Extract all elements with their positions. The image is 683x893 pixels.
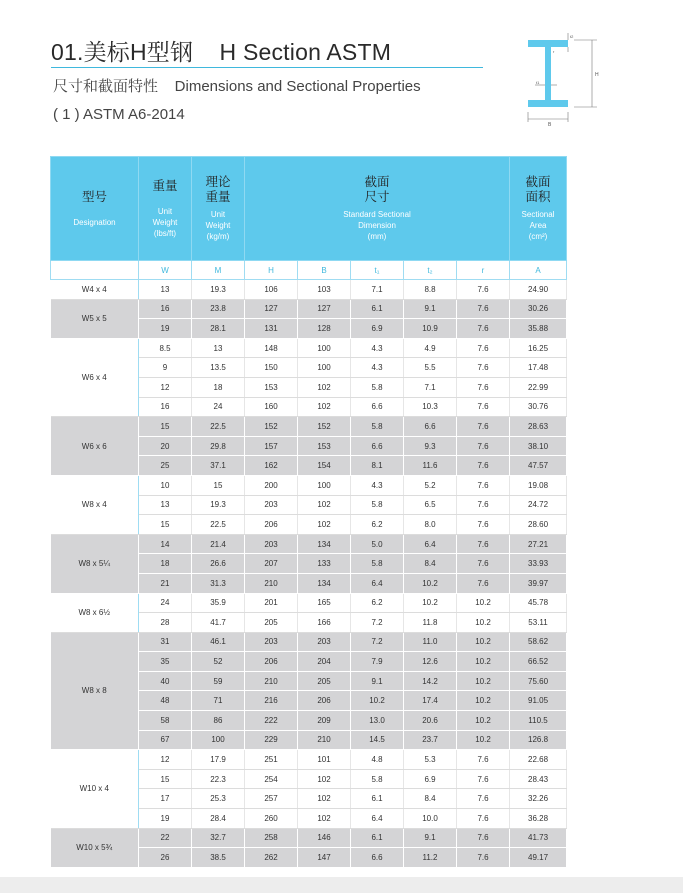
header-en: Standard Sectional Dimension (mm) [343, 210, 411, 241]
table-cell: 28.1 [192, 319, 245, 339]
table-cell: 7.6 [457, 573, 510, 593]
table-cell: 152 [298, 417, 351, 437]
table-cell: 106 [245, 280, 298, 300]
table-cell: 206 [245, 515, 298, 535]
table-cell: 134 [298, 534, 351, 554]
table-cell: 10.2 [457, 711, 510, 731]
table-cell: 100 [298, 475, 351, 495]
table-cell: 102 [298, 495, 351, 515]
symbol-cell: t₂ [404, 261, 457, 280]
table-cell: 128 [298, 319, 351, 339]
table-cell: 216 [245, 691, 298, 711]
table-cell: 21 [139, 573, 192, 593]
table-cell: 7.6 [457, 534, 510, 554]
table-cell: 47.57 [510, 456, 567, 476]
table-cell: 38.5 [192, 848, 245, 868]
table-cell: 20 [139, 436, 192, 456]
header-dimension [245, 157, 510, 261]
page-footer-band [0, 877, 683, 893]
table-cell: 5.2 [404, 475, 457, 495]
table-cell: 45.78 [510, 593, 567, 613]
table-cell: 8.4 [404, 554, 457, 574]
table-cell: 100 [192, 730, 245, 750]
table-cell: 110.5 [510, 711, 567, 731]
table-cell: 13 [192, 338, 245, 358]
table-cell: 6.2 [351, 593, 404, 613]
table-cell: 30.26 [510, 299, 567, 319]
table-cell: 7.6 [457, 377, 510, 397]
table-cell: 22.3 [192, 769, 245, 789]
table-cell: 11.8 [404, 613, 457, 633]
table-cell: 100 [298, 358, 351, 378]
table-cell: 17 [139, 789, 192, 809]
table-cell: 12 [139, 377, 192, 397]
table-cell: 209 [298, 711, 351, 731]
table-cell: 26.6 [192, 554, 245, 574]
table-cell: 7.6 [457, 338, 510, 358]
table-cell: 24.72 [510, 495, 567, 515]
table-cell: 8.0 [404, 515, 457, 535]
table-row [51, 475, 567, 495]
table-cell: 38.10 [510, 436, 567, 456]
header-en: Sectional Area (cm²) [521, 210, 555, 241]
table-cell: 59 [192, 671, 245, 691]
table-cell: 13.0 [351, 711, 404, 731]
table-cell: 203 [245, 495, 298, 515]
table-cell: 33.93 [510, 554, 567, 574]
table-cell: 9.1 [404, 828, 457, 848]
table-cell: 13 [139, 495, 192, 515]
table-row [51, 632, 567, 652]
table-cell: 19 [139, 809, 192, 829]
table-cell: 22 [139, 828, 192, 848]
label-r: r [553, 49, 555, 54]
table-cell: 7.6 [457, 417, 510, 437]
table-cell: 32.26 [510, 789, 567, 809]
table-cell: 8.1 [351, 456, 404, 476]
table-cell: 133 [298, 554, 351, 574]
table-cell: 7.6 [457, 319, 510, 339]
table-cell: 91.05 [510, 691, 567, 711]
table-cell: 6.1 [351, 299, 404, 319]
table-cell: 251 [245, 750, 298, 770]
table-cell: 17.4 [404, 691, 457, 711]
table-cell: 7.6 [457, 475, 510, 495]
standard-label: ( 1 ) ASTM A6-2014 [53, 106, 185, 123]
table-cell: 53.11 [510, 613, 567, 633]
designation-cell: W10 x 4 [51, 750, 139, 828]
table-cell: 28 [139, 613, 192, 633]
symbol-cell: B [298, 261, 351, 280]
table-cell: 25.3 [192, 789, 245, 809]
header-cn: 截面 面积 [525, 175, 551, 204]
designation-cell: W8 x 4 [51, 475, 139, 534]
table-cell: 71 [192, 691, 245, 711]
table-cell: 201 [245, 593, 298, 613]
table-cell: 203 [298, 632, 351, 652]
table-cell: 86 [192, 711, 245, 731]
table-cell: 15 [139, 769, 192, 789]
table-cell: 6.6 [404, 417, 457, 437]
table-cell: 19.08 [510, 475, 567, 495]
table-cell: 134 [298, 573, 351, 593]
header-cn: 截面 尺寸 [364, 175, 390, 204]
table-cell: 257 [245, 789, 298, 809]
label-t2: t2 [570, 34, 574, 39]
label-b: B [548, 122, 552, 128]
table-cell: 258 [245, 828, 298, 848]
table-cell: 148 [245, 338, 298, 358]
designation-cell: W5 x 5 [51, 299, 139, 338]
table-cell: 31 [139, 632, 192, 652]
table-cell: 152 [245, 417, 298, 437]
table-cell: 7.6 [457, 750, 510, 770]
table-cell: 8.4 [404, 789, 457, 809]
header-cn: 理论 重量 [205, 175, 231, 204]
table-cell: 28.63 [510, 417, 567, 437]
table-cell: 11.0 [404, 632, 457, 652]
symbol-cell: H [245, 261, 298, 280]
table-cell: 203 [245, 534, 298, 554]
table-cell: 205 [298, 671, 351, 691]
table-cell: 13.5 [192, 358, 245, 378]
table-cell: 10.2 [457, 671, 510, 691]
section-subtitle: 尺寸和截面特性 Dimensions and Sectional Properties [53, 78, 421, 95]
table-cell: 19.3 [192, 280, 245, 300]
table-cell: 46.1 [192, 632, 245, 652]
table-cell: 41.7 [192, 613, 245, 633]
table-cell: 4.3 [351, 475, 404, 495]
table-cell: 39.97 [510, 573, 567, 593]
designation-cell: W8 x 8 [51, 632, 139, 750]
table-cell: 10.9 [404, 319, 457, 339]
table-cell: 7.6 [457, 809, 510, 829]
table-cell: 10.2 [404, 593, 457, 613]
table-cell: 24.90 [510, 280, 567, 300]
table-row [51, 593, 567, 613]
table-cell: 14.2 [404, 671, 457, 691]
table-cell: 75.60 [510, 671, 567, 691]
table-row [51, 750, 567, 770]
table-cell: 18 [192, 377, 245, 397]
table-cell: 5.8 [351, 417, 404, 437]
label-t1: t1 [536, 80, 540, 85]
table-cell: 35 [139, 652, 192, 672]
table-cell: 7.6 [457, 789, 510, 809]
header-unit-weight-kg [192, 157, 245, 261]
table-cell: 28.4 [192, 809, 245, 829]
table-cell: 9.1 [351, 671, 404, 691]
table-cell: 6.6 [351, 436, 404, 456]
table-row [51, 534, 567, 554]
table-cell: 7.6 [457, 436, 510, 456]
table-cell: 9.1 [404, 299, 457, 319]
symbol-cell: W [139, 261, 192, 280]
table-cell: 7.6 [457, 397, 510, 417]
table-cell: 131 [245, 319, 298, 339]
table-cell: 7.6 [457, 495, 510, 515]
table-cell: 29.8 [192, 436, 245, 456]
table-cell: 6.6 [351, 397, 404, 417]
table-cell: 18 [139, 554, 192, 574]
table-cell: 102 [298, 515, 351, 535]
properties-table [50, 156, 567, 868]
table-cell: 28.60 [510, 515, 567, 535]
table-cell: 6.4 [351, 809, 404, 829]
table-cell: 7.6 [457, 769, 510, 789]
table-cell: 7.6 [457, 554, 510, 574]
table-cell: 10.2 [457, 652, 510, 672]
table-cell: 101 [298, 750, 351, 770]
table-cell: 23.8 [192, 299, 245, 319]
page-title: 01.美标H型钢 H Section ASTM [51, 39, 392, 65]
table-cell: 8.5 [139, 338, 192, 358]
table-cell: 36.28 [510, 809, 567, 829]
table-cell: 67 [139, 730, 192, 750]
table-cell: 35.9 [192, 593, 245, 613]
table-cell: 10.2 [457, 691, 510, 711]
table-cell: 6.5 [404, 495, 457, 515]
table-cell: 49.17 [510, 848, 567, 868]
table-cell: 210 [245, 573, 298, 593]
table-cell: 17.48 [510, 358, 567, 378]
designation-cell: W6 x 6 [51, 417, 139, 476]
table-cell: 10.0 [404, 809, 457, 829]
table-cell: 40 [139, 671, 192, 691]
table-cell: 7.2 [351, 632, 404, 652]
table-cell: 102 [298, 809, 351, 829]
table-cell: 206 [245, 652, 298, 672]
table-cell: 17.9 [192, 750, 245, 770]
table-cell: 35.88 [510, 319, 567, 339]
table-cell: 16 [139, 397, 192, 417]
table-cell: 7.6 [457, 358, 510, 378]
table-cell: 12 [139, 750, 192, 770]
table-cell: 206 [298, 691, 351, 711]
table-cell: 16 [139, 299, 192, 319]
symbol-cell: r [457, 261, 510, 280]
designation-cell: W8 x 5¼ [51, 534, 139, 593]
table-cell: 7.6 [457, 848, 510, 868]
table-cell: 37.1 [192, 456, 245, 476]
table-cell: 102 [298, 397, 351, 417]
table-cell: 22.5 [192, 417, 245, 437]
table-cell: 203 [245, 632, 298, 652]
table-cell: 22.68 [510, 750, 567, 770]
table-cell: 7.6 [457, 299, 510, 319]
table-cell: 7.6 [457, 280, 510, 300]
table-cell: 10 [139, 475, 192, 495]
table-cell: 154 [298, 456, 351, 476]
table-cell: 166 [298, 613, 351, 633]
table-cell: 126.8 [510, 730, 567, 750]
table-cell: 32.7 [192, 828, 245, 848]
table-cell: 22.99 [510, 377, 567, 397]
table-cell: 11.2 [404, 848, 457, 868]
table-row [51, 280, 567, 300]
table-row [51, 828, 567, 848]
table-cell: 7.6 [457, 515, 510, 535]
table-row [51, 299, 567, 319]
table-cell: 10.2 [457, 730, 510, 750]
table-cell: 6.9 [404, 769, 457, 789]
label-h: H [595, 72, 599, 78]
table-cell: 210 [245, 671, 298, 691]
header-sectional-area [510, 157, 567, 261]
table-cell: 205 [245, 613, 298, 633]
table-cell: 5.3 [404, 750, 457, 770]
table-cell: 222 [245, 711, 298, 731]
table-cell: 160 [245, 397, 298, 417]
table-cell: 102 [298, 769, 351, 789]
table-cell: 254 [245, 769, 298, 789]
table-cell: 5.8 [351, 554, 404, 574]
header-unit-weight-lbs [139, 157, 192, 261]
title-divider [51, 67, 483, 68]
header-en: Unit Weight (kg/m) [205, 210, 231, 241]
table-cell: 10.3 [404, 397, 457, 417]
table-cell: 16.25 [510, 338, 567, 358]
table-cell: 10.2 [457, 613, 510, 633]
table-cell: 150 [245, 358, 298, 378]
table-cell: 4.3 [351, 358, 404, 378]
table-cell: 102 [298, 789, 351, 809]
symbol-cell: M [192, 261, 245, 280]
table-cell: 5.8 [351, 495, 404, 515]
table-cell: 10.2 [404, 573, 457, 593]
designation-cell: W6 x 4 [51, 338, 139, 416]
table-cell: 15 [139, 417, 192, 437]
table-cell: 27.21 [510, 534, 567, 554]
table-cell: 6.4 [404, 534, 457, 554]
table-cell: 9 [139, 358, 192, 378]
table-cell: 153 [298, 436, 351, 456]
table-cell: 23.7 [404, 730, 457, 750]
table-cell: 6.9 [351, 319, 404, 339]
table-cell: 41.73 [510, 828, 567, 848]
table-cell: 25 [139, 456, 192, 476]
header-en: Designation [73, 217, 116, 227]
table-cell: 4.8 [351, 750, 404, 770]
table-cell: 207 [245, 554, 298, 574]
table-cell: 19 [139, 319, 192, 339]
table-cell: 15 [192, 475, 245, 495]
table-cell: 6.1 [351, 789, 404, 809]
table-cell: 8.8 [404, 280, 457, 300]
table-cell: 5.8 [351, 769, 404, 789]
table-cell: 127 [298, 299, 351, 319]
table-cell: 52 [192, 652, 245, 672]
table-cell: 30.76 [510, 397, 567, 417]
table-row [51, 338, 567, 358]
header-designation [51, 157, 139, 261]
table-cell: 10.2 [351, 691, 404, 711]
table-cell: 14 [139, 534, 192, 554]
table-cell: 162 [245, 456, 298, 476]
header-en: Unit Weight (lbs/ft) [152, 206, 178, 238]
table-cell: 6.1 [351, 828, 404, 848]
table-cell: 26 [139, 848, 192, 868]
table-cell: 24 [139, 593, 192, 613]
table-cell: 204 [298, 652, 351, 672]
header-cn: 重量 [152, 178, 178, 193]
table-row [51, 417, 567, 437]
table-cell: 48 [139, 691, 192, 711]
table-cell: 12.6 [404, 652, 457, 672]
table-cell: 100 [298, 338, 351, 358]
designation-cell: W10 x 5¾ [51, 828, 139, 867]
table-cell: 7.6 [457, 456, 510, 476]
table-cell: 262 [245, 848, 298, 868]
table-cell: 58 [139, 711, 192, 731]
table-cell: 9.3 [404, 436, 457, 456]
table-cell: 6.6 [351, 848, 404, 868]
table-cell: 15 [139, 515, 192, 535]
table-cell: 153 [245, 377, 298, 397]
table-cell: 66.52 [510, 652, 567, 672]
table-body [51, 280, 567, 868]
table-cell: 10.2 [457, 593, 510, 613]
symbol-cell: A [510, 261, 567, 280]
symbol-blank [51, 261, 139, 280]
symbol-row [51, 261, 567, 280]
table-cell: 21.4 [192, 534, 245, 554]
h-beam-diagram [522, 28, 602, 128]
table-cell: 13 [139, 280, 192, 300]
table-cell: 103 [298, 280, 351, 300]
table-cell: 7.1 [404, 377, 457, 397]
table-cell: 147 [298, 848, 351, 868]
table-cell: 4.9 [404, 338, 457, 358]
table-cell: 4.3 [351, 338, 404, 358]
table-cell: 20.6 [404, 711, 457, 731]
header-cn: 型号 [81, 189, 107, 204]
table-cell: 229 [245, 730, 298, 750]
h-beam-shape [528, 40, 568, 107]
table-cell: 7.2 [351, 613, 404, 633]
table-cell: 14.5 [351, 730, 404, 750]
table-cell: 7.1 [351, 280, 404, 300]
table-cell: 210 [298, 730, 351, 750]
table-cell: 127 [245, 299, 298, 319]
table-cell: 7.6 [457, 828, 510, 848]
table-cell: 22.5 [192, 515, 245, 535]
designation-cell: W4 x 4 [51, 280, 139, 300]
table-cell: 157 [245, 436, 298, 456]
table-cell: 5.8 [351, 377, 404, 397]
table-cell: 200 [245, 475, 298, 495]
table-cell: 19.3 [192, 495, 245, 515]
symbol-cell: t₁ [351, 261, 404, 280]
table-cell: 6.2 [351, 515, 404, 535]
table-cell: 10.2 [457, 632, 510, 652]
table-cell: 5.5 [404, 358, 457, 378]
table-cell: 11.6 [404, 456, 457, 476]
table-cell: 24 [192, 397, 245, 417]
table-cell: 5.0 [351, 534, 404, 554]
table-cell: 31.3 [192, 573, 245, 593]
table-cell: 165 [298, 593, 351, 613]
table-cell: 58.62 [510, 632, 567, 652]
table-cell: 28.43 [510, 769, 567, 789]
table-cell: 260 [245, 809, 298, 829]
table-cell: 6.4 [351, 573, 404, 593]
table-cell: 146 [298, 828, 351, 848]
table-cell: 7.9 [351, 652, 404, 672]
table-cell: 102 [298, 377, 351, 397]
designation-cell: W8 x 6½ [51, 593, 139, 632]
